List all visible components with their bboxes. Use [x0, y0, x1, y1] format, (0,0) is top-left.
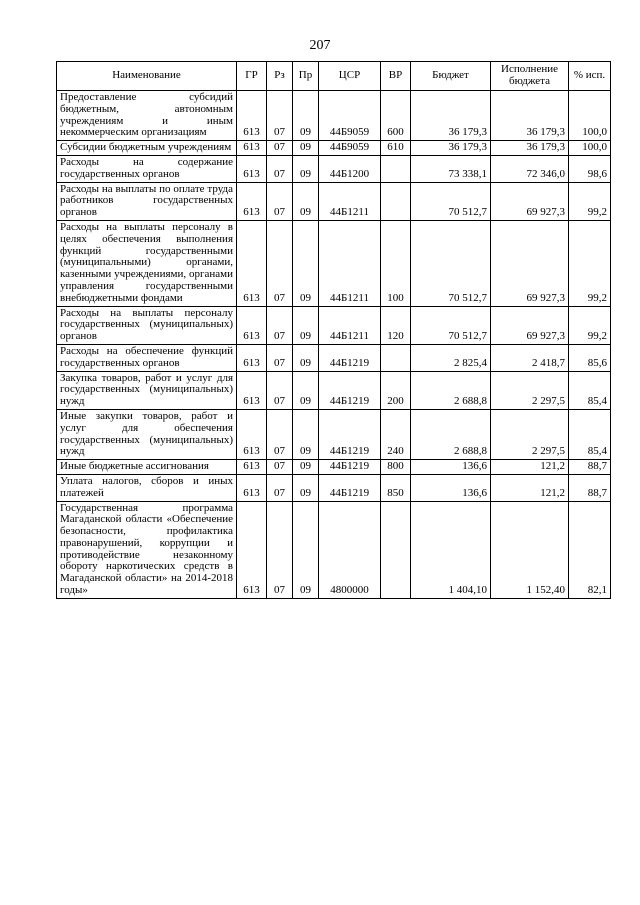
row-gr: 613: [237, 91, 267, 141]
row-csr: 44Б1219: [319, 460, 381, 475]
row-pr: 09: [293, 306, 319, 344]
row-pr: 09: [293, 220, 319, 306]
header-percent: % исп.: [569, 62, 611, 91]
row-percent: 99,2: [569, 220, 611, 306]
header-budget: Бюджет: [411, 62, 491, 91]
row-name: Расходы на выплаты по оплате труда работников государственных органов: [57, 182, 237, 220]
row-percent: 88,7: [569, 460, 611, 475]
row-percent: 88,7: [569, 474, 611, 501]
row-execution: 2 297,5: [491, 371, 569, 409]
header-csr: ЦСР: [319, 62, 381, 91]
row-pr: 09: [293, 409, 319, 459]
row-gr: 613: [237, 344, 267, 371]
row-rz: 07: [267, 220, 293, 306]
header-name: Наименование: [57, 62, 237, 91]
row-vr: [381, 182, 411, 220]
row-gr: 613: [237, 409, 267, 459]
row-pr: 09: [293, 141, 319, 156]
row-rz: 07: [267, 371, 293, 409]
row-gr: 613: [237, 474, 267, 501]
row-percent: 100,0: [569, 91, 611, 141]
row-budget: 136,6: [411, 460, 491, 475]
row-pr: 09: [293, 182, 319, 220]
row-budget: 136,6: [411, 474, 491, 501]
row-pr: 09: [293, 344, 319, 371]
row-rz: 07: [267, 474, 293, 501]
row-gr: 613: [237, 141, 267, 156]
row-gr: 613: [237, 220, 267, 306]
row-percent: 100,0: [569, 141, 611, 156]
row-budget: 1 404,10: [411, 501, 491, 598]
row-rz: 07: [267, 501, 293, 598]
row-vr: 600: [381, 91, 411, 141]
row-budget: 70 512,7: [411, 182, 491, 220]
row-rz: 07: [267, 91, 293, 141]
row-vr: 100: [381, 220, 411, 306]
row-pr: 09: [293, 501, 319, 598]
row-vr: [381, 344, 411, 371]
table-row: [57, 220, 611, 306]
row-vr: [381, 155, 411, 182]
row-budget: 70 512,7: [411, 306, 491, 344]
row-rz: 07: [267, 182, 293, 220]
row-csr: 44Б1219: [319, 344, 381, 371]
header-pr: Пр: [293, 62, 319, 91]
row-csr: 44Б9059: [319, 91, 381, 141]
row-gr: 613: [237, 306, 267, 344]
row-rz: 07: [267, 409, 293, 459]
row-rz: 07: [267, 460, 293, 475]
table-row: [57, 409, 611, 459]
row-vr: 120: [381, 306, 411, 344]
row-name: Субсидии бюджетным учреждениям: [57, 141, 237, 156]
table-row: [57, 501, 611, 598]
row-execution: 2 418,7: [491, 344, 569, 371]
row-percent: 82,1: [569, 501, 611, 598]
row-csr: 44Б1211: [319, 306, 381, 344]
row-budget: 2 688,8: [411, 409, 491, 459]
row-vr: 800: [381, 460, 411, 475]
row-percent: 85,4: [569, 409, 611, 459]
table-header-row: [57, 62, 611, 91]
table-row: [57, 182, 611, 220]
row-gr: 613: [237, 155, 267, 182]
row-name: Расходы на обеспечение функций государственных органов: [57, 344, 237, 371]
row-percent: 85,4: [569, 371, 611, 409]
row-pr: 09: [293, 155, 319, 182]
row-vr: 610: [381, 141, 411, 156]
row-vr: [381, 501, 411, 598]
row-execution: 69 927,3: [491, 182, 569, 220]
row-percent: 99,2: [569, 306, 611, 344]
row-rz: 07: [267, 306, 293, 344]
row-name: Закупка товаров, работ и услуг для государственных (муниципальных) нужд: [57, 371, 237, 409]
row-budget: 70 512,7: [411, 220, 491, 306]
header-execution: Исполнение бюджета: [491, 62, 569, 91]
row-percent: 99,2: [569, 182, 611, 220]
table-row: [57, 91, 611, 141]
row-csr: 44Б1200: [319, 155, 381, 182]
row-execution: 121,2: [491, 474, 569, 501]
row-name: Расходы на выплаты персоналу в целях обеспечения выполнения функций государственными (муниципальными) органами, казенными учреждениями, органами управления государственными внебюджетными фондами: [57, 220, 237, 306]
row-pr: 09: [293, 91, 319, 141]
row-execution: 72 346,0: [491, 155, 569, 182]
row-execution: 69 927,3: [491, 220, 569, 306]
row-name: Предоставление субсидий бюджетным, автономным учреждениям и иным некоммерческим организациям: [57, 91, 237, 141]
table-row: [57, 371, 611, 409]
row-gr: 613: [237, 501, 267, 598]
row-name: Государственная программа Магаданской области «Обеспечение безопасности, профилактика правонарушений, коррупции и противодействие незаконному обороту наркотических средств в Магаданской области» на 2014-2018 годы»: [57, 501, 237, 598]
row-execution: 36 179,3: [491, 91, 569, 141]
header-rz: Рз: [267, 62, 293, 91]
row-budget: 36 179,3: [411, 91, 491, 141]
row-execution: 1 152,40: [491, 501, 569, 598]
table-row: [57, 344, 611, 371]
row-percent: 98,6: [569, 155, 611, 182]
row-vr: 200: [381, 371, 411, 409]
budget-table: [56, 61, 611, 599]
row-execution: 2 297,5: [491, 409, 569, 459]
table-row: [57, 474, 611, 501]
row-budget: 2 688,8: [411, 371, 491, 409]
row-execution: 69 927,3: [491, 306, 569, 344]
row-csr: 44Б1211: [319, 220, 381, 306]
row-csr: 44Б9059: [319, 141, 381, 156]
row-csr: 44Б1211: [319, 182, 381, 220]
row-name: Уплата налогов, сборов и иных платежей: [57, 474, 237, 501]
page-number: 207: [309, 38, 331, 53]
row-name: Расходы на содержание государственных органов: [57, 155, 237, 182]
row-csr: 44Б1219: [319, 409, 381, 459]
table-row: [57, 460, 611, 475]
row-csr: 4800000: [319, 501, 381, 598]
row-execution: 121,2: [491, 460, 569, 475]
row-pr: 09: [293, 371, 319, 409]
row-vr: 240: [381, 409, 411, 459]
row-percent: 85,6: [569, 344, 611, 371]
row-rz: 07: [267, 344, 293, 371]
row-pr: 09: [293, 460, 319, 475]
row-gr: 613: [237, 371, 267, 409]
table-row: [57, 155, 611, 182]
row-csr: 44Б1219: [319, 474, 381, 501]
row-name: Иные бюджетные ассигнования: [57, 460, 237, 475]
row-rz: 07: [267, 141, 293, 156]
row-pr: 09: [293, 474, 319, 501]
header-gr: ГР: [237, 62, 267, 91]
row-gr: 613: [237, 182, 267, 220]
row-name: Иные закупки товаров, работ и услуг для обеспечения государственных (муниципальных) нужд: [57, 409, 237, 459]
table-row: [57, 306, 611, 344]
row-name: Расходы на выплаты персоналу государственных (муниципальных) органов: [57, 306, 237, 344]
row-csr: 44Б1219: [319, 371, 381, 409]
row-rz: 07: [267, 155, 293, 182]
header-vr: ВР: [381, 62, 411, 91]
row-execution: 36 179,3: [491, 141, 569, 156]
row-budget: 36 179,3: [411, 141, 491, 156]
table-row: [57, 141, 611, 156]
row-gr: 613: [237, 460, 267, 475]
row-vr: 850: [381, 474, 411, 501]
row-budget: 73 338,1: [411, 155, 491, 182]
row-budget: 2 825,4: [411, 344, 491, 371]
